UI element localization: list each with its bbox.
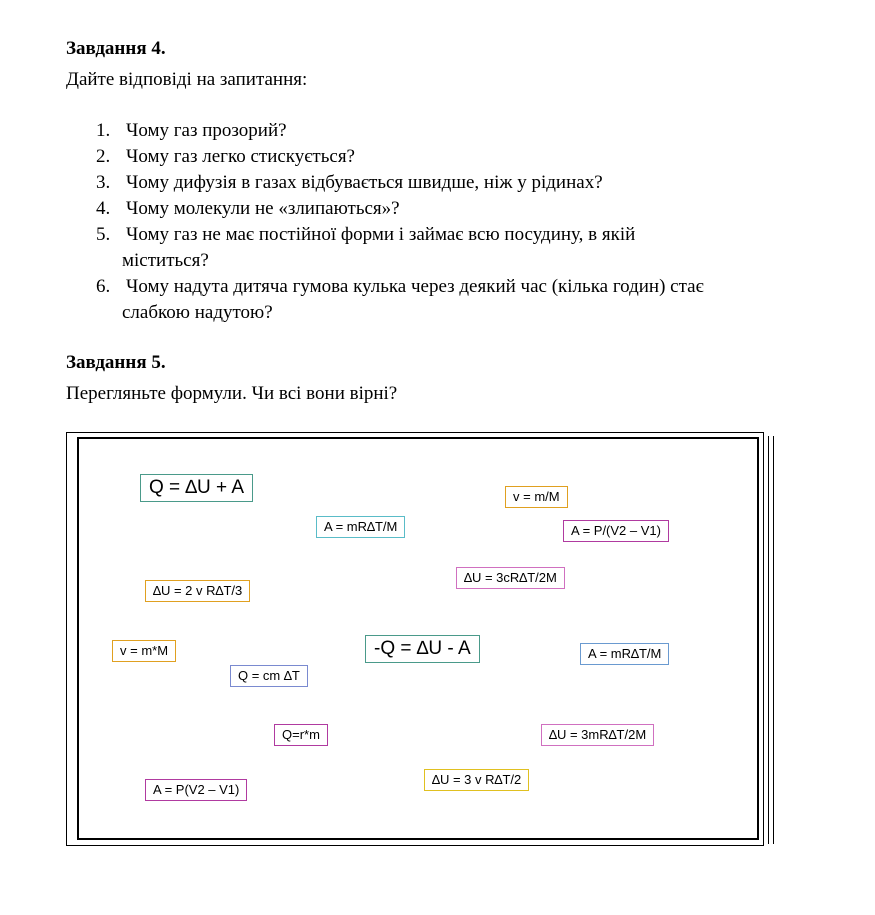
formula-box: A = mR∆T/M — [580, 643, 669, 665]
formula-box: ∆U = 3 v R∆T/2 — [424, 769, 529, 791]
task-5-title: Завдання 5. — [66, 352, 166, 373]
formula-box: Q=r*m — [274, 724, 328, 746]
formula-box: ∆U = 3cR∆T/2M — [456, 567, 565, 589]
formula-box: ∆U = 2 v R∆T/3 — [145, 580, 250, 602]
question-text: Чому молекули не «злипаються»? — [126, 198, 400, 219]
question-text: Чому газ не має постійної форми і займає всю посудину, в якій — [126, 224, 636, 245]
question-number: 3. — [96, 172, 111, 193]
question-text: Чому дифузія в газах відбувається швидше, ніж у рідинах? — [126, 172, 603, 193]
task-4-instruction: Дайте відповіді на запитання: — [66, 69, 308, 90]
formula-box: Q = ∆U + A — [140, 474, 253, 502]
question-text: Чому газ прозорий? — [126, 120, 287, 141]
question-text: Чому газ легко стискується? — [126, 146, 355, 167]
formula-box: A = P/(V2 – V1) — [563, 520, 669, 542]
question-item — [96, 144, 856, 170]
question-item — [96, 222, 856, 274]
formula-box: v = m*M — [112, 640, 176, 662]
question-item — [96, 118, 856, 144]
question-number: 4. — [96, 198, 111, 219]
question-number: 2. — [96, 146, 111, 167]
task-5-instruction: Перегляньте формули. Чи всі вони вірні? — [66, 383, 398, 404]
question-item — [96, 196, 856, 222]
question-text: Чому надута дитяча гумова кулька через деякий час (кілька годин) стає — [126, 276, 704, 297]
formula-box: Q = cm ∆T — [230, 665, 308, 687]
question-text-continued: міститься? — [122, 250, 209, 271]
formula-box: A = mR∆T/M — [316, 516, 405, 538]
question-item — [96, 170, 856, 196]
question-item — [96, 274, 856, 326]
question-list — [96, 118, 856, 326]
formula-box: v = m/M — [505, 486, 568, 508]
question-number: 5. — [96, 224, 111, 245]
question-number: 6. — [96, 276, 111, 297]
question-text-continued: слабкою надутою? — [122, 302, 273, 323]
formula-box: A = P(V2 – V1) — [145, 779, 247, 801]
question-number: 1. — [96, 120, 111, 141]
task-4-title: Завдання 4. — [66, 38, 166, 59]
formula-frame-right-edge — [768, 436, 774, 844]
formula-box: -Q = ∆U - A — [365, 635, 480, 663]
formula-box: ∆U = 3mR∆T/2M — [541, 724, 654, 746]
